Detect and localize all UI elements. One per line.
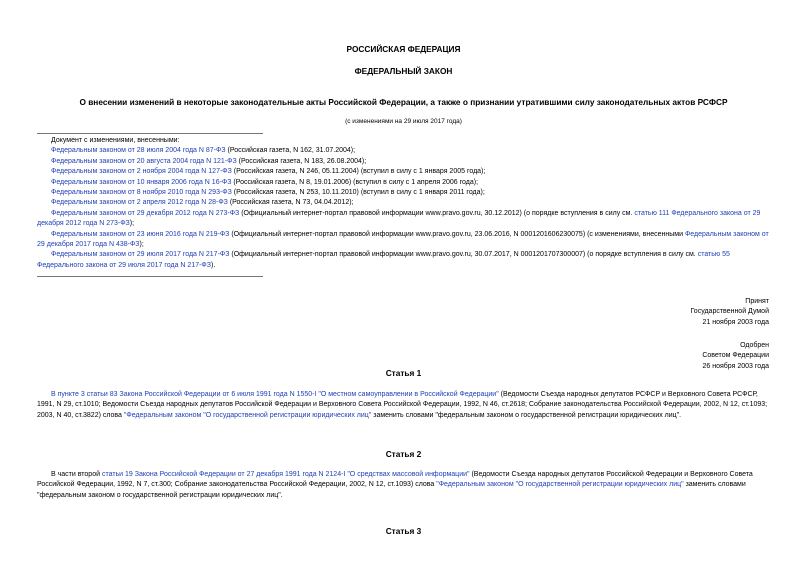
article-3-heading: Статья 3 [385,526,422,536]
change-text: (Официальный интернет-портал правовой информации www.pravo.gov.ru, 23.06.2016, N 0001201606230075) (с изменениями, внесенными [229,230,685,238]
article-2-registration-link[interactable]: "Федеральным законом "О государственной регистрации юридических лиц" [436,481,684,489]
change-text: ); [139,241,144,249]
change-link[interactable]: Федеральным законом от 2 апреля 2012 года N 28-ФЗ [51,199,228,207]
change-item [37,146,772,156]
change-text: (Официальный интернет-портал правовой информации www.pravo.gov.ru, 30.12.2012) (о порядке вступления в силу см. [239,209,635,217]
change-link[interactable]: Федеральным законом от 29 июля 2017 года N 217-ФЗ [51,251,230,259]
change-link[interactable]: Федеральным законом от 29 декабря 2012 года N 273-ФЗ [51,209,240,217]
article-2-text [37,470,772,501]
change-item [37,198,772,208]
article-1-law-link[interactable]: В пункте 3 статьи 83 Закона Российской Федерации от 6 июля 1991 года N 1550-I "О местном самоуправлении в Российской Федерации" [51,391,499,398]
accepted-label: Принят [745,298,769,305]
article-2-text-part: В части второй [51,471,102,478]
country-heading: РОССИЙСКАЯ ФЕДЕРАЦИЯ [346,44,461,54]
change-link[interactable]: Федеральным законом от 23 июня 2016 года N 219-ФЗ [51,230,230,238]
change-item [37,250,772,271]
article-1-heading: Статья 1 [385,368,422,378]
change-text: (Российская газета, N 183, 26.08.2004); [236,157,367,165]
change-item [37,167,772,177]
approved-label: Одобрен [740,342,769,349]
change-amend-link[interactable]: Федеральным законом от 29 декабря 2017 года N 438-ФЗ [37,230,769,249]
article-1-text-part: (Ведомости Съезда народных депутатов РСФСР и Верховного Совета РСФСР, 1991, N 29, ст.1010; Ведомости Съезда народных депутатов Российской Федерации и Верховного Совета Российской Федерации, 1992, N 46, ст.2618; Собрание законодательства Российской Федерации, 2002, N 12, ст.1093; 2003, N 40, ст.3822) слова [37,391,768,419]
change-link[interactable]: Федеральным законом от 10 января 2006 года N 16-ФЗ [51,178,232,186]
change-text: (Российская газета, N 8, 19.01.2006) (вступил в силу с 1 апреля 2006 года); [231,178,479,186]
changes-top-divider [37,133,263,134]
change-text: (Российская газета, N 253, 10.11.2010) (вступил в силу с 1 января 2011 года); [231,189,485,197]
change-text: ); [129,220,135,228]
changes-block [37,136,772,271]
change-link[interactable]: Федеральным законом от 2 ноября 2004 года N 127-ФЗ [51,168,232,176]
change-text: (Российская газета, N 162, 31.07.2004); [225,147,356,155]
changes-bottom-divider [37,276,263,277]
change-link[interactable]: Федеральным законом от 28 июля 2004 года N 87-ФЗ [51,147,226,155]
doc-type-heading: ФЕДЕРАЛЬНЫЙ ЗАКОН [354,66,453,76]
approved-date: 26 ноября 2003 года [702,362,769,370]
change-article-link[interactable]: статью 55 Федерального закона от 29 июля 2017 года N 217-ФЗ [37,251,730,269]
article-1-text-part: заменить словами "федеральным законом о государственной регистрации юридических лиц". [371,411,682,419]
article-2-heading: Статья 2 [385,449,422,459]
change-text: (Российская газета, N 246, 05.11.2004) (вступил в силу с 1 января 2005 года); [231,168,486,176]
change-text: (Официальный интернет-портал правовой информации www.pravo.gov.ru, 30.07.2017, N 0001201707300007) (о порядке вступления в силу см. [229,251,698,259]
change-text: ). [210,261,216,269]
change-item [37,157,772,167]
article-1-registration-link[interactable]: "Федеральным законом "О государственной регистрации юридических лиц" [123,411,372,419]
change-item [37,178,772,188]
adoption-accepted [690,297,769,328]
change-link[interactable]: Федеральным законом от 8 ноября 2010 года N 293-ФЗ [51,189,232,197]
change-text: (Российская газета, N 73, 04.04.2012); [227,199,354,207]
change-link[interactable]: Федеральным законом от 20 августа 2004 года N 121-ФЗ [51,157,237,165]
article-2-text-part: заменить словами "федеральным законом о государственной регистрации юридических лиц". [37,481,746,499]
changes-intro: Документ с изменениями, внесенными: [51,137,180,144]
article-2-text-part: (Ведомости Съезда народных депутатов Российской Федерации и Верховного Совета Российской Федерации, 1992, N 7, ст.300; Собрание законодательства Российской Федерации, 2002, N 12, ст.1093) слова [37,471,753,489]
edition-note: (с изменениями на 29 июля 2017 года) [345,118,462,125]
document-title: О внесении изменений в некоторые законодательные акты Российской Федерации, а также о признании утратившими силу законодательных актов РСФСР [79,97,728,107]
article-1-text [37,390,772,421]
change-item [37,209,772,230]
change-item [37,230,772,251]
accepted-body: Государственной Думой [690,308,769,316]
change-item [37,188,772,198]
change-article-link[interactable]: статью 111 Федерального закона от 29 декабря 2012 года N 273-ФЗ [37,209,761,228]
accepted-date: 21 ноября 2003 года [702,318,769,326]
approved-body: Советом Федерации [702,352,769,360]
article-2-law-link[interactable]: статьи 19 Закона Российской Федерации от 27 декабря 1991 года N 2124-I "О средствах массовой информации" [101,471,470,478]
